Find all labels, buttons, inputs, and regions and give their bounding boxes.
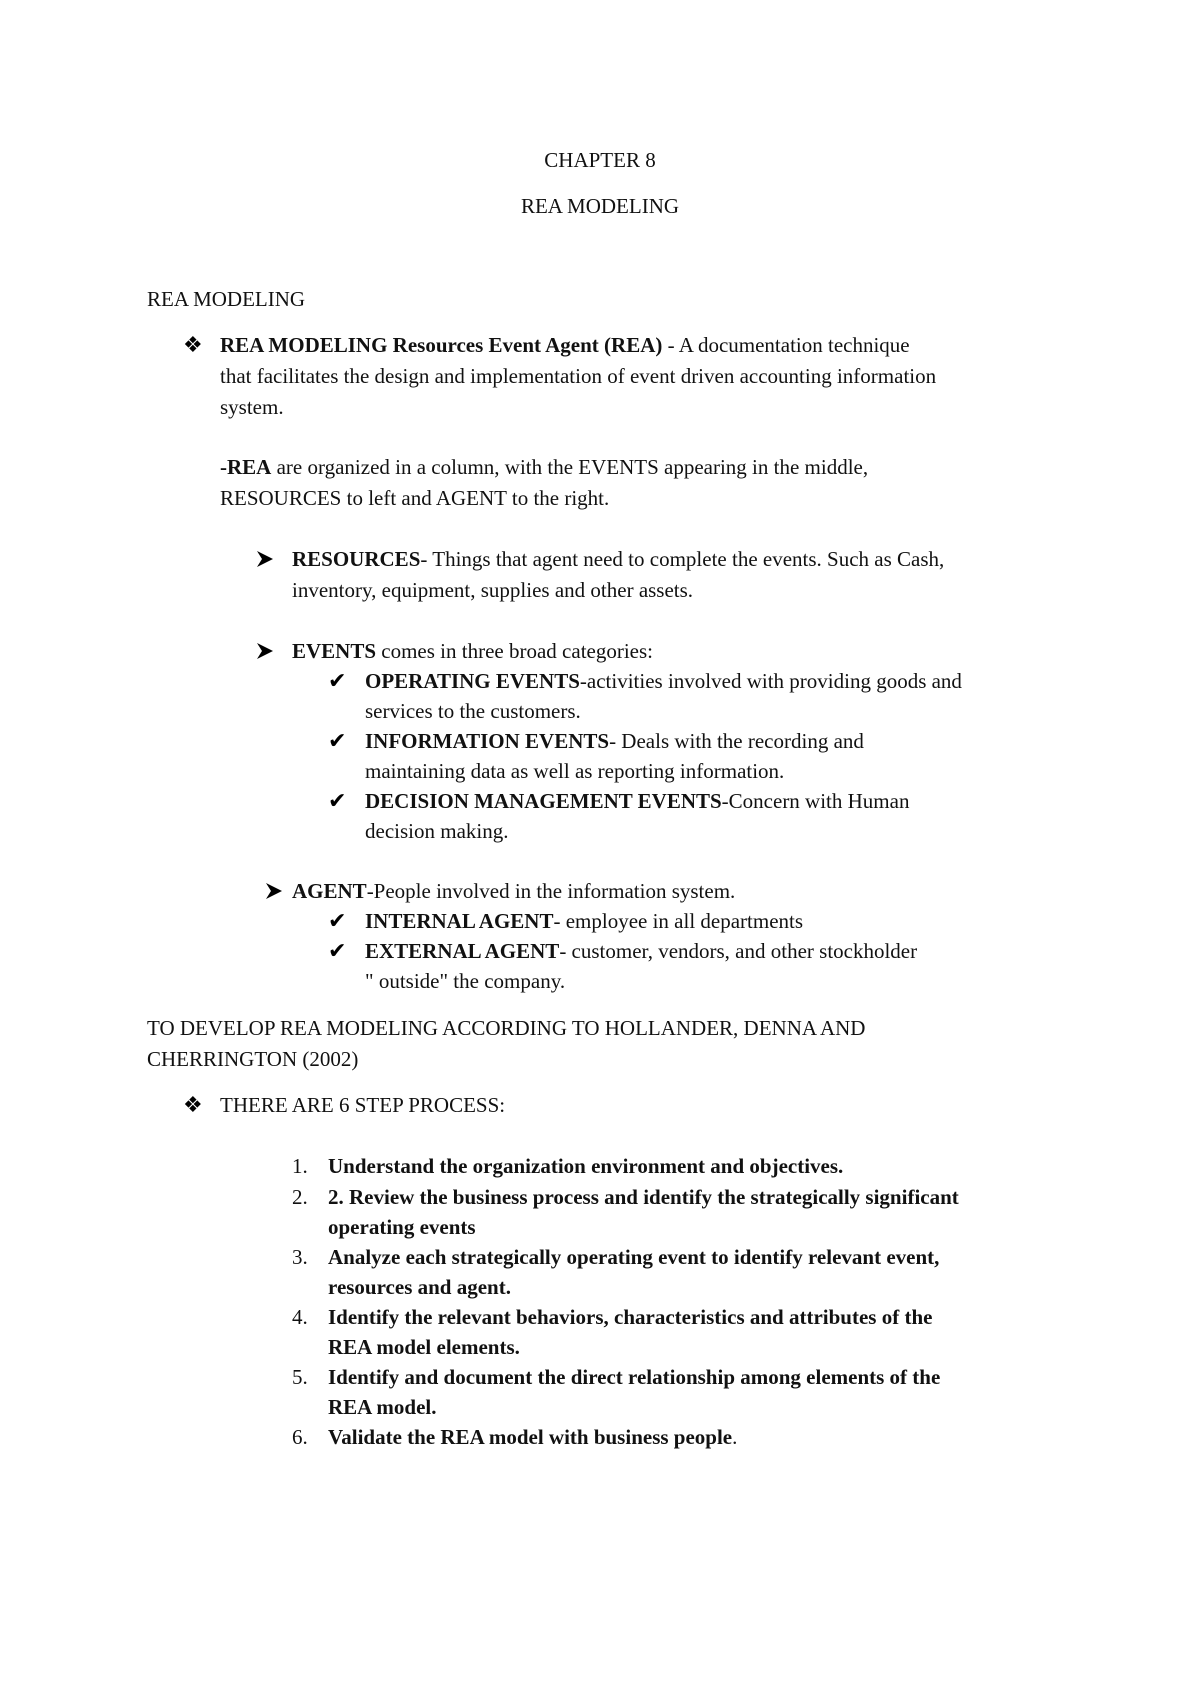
information-events-term: INFORMATION EVENTS: [365, 729, 610, 753]
information-events-line2: maintaining data as well as reporting information.: [365, 759, 785, 783]
information-events-line1: [365, 726, 864, 756]
rea-paragraph-term: -REA: [220, 455, 272, 479]
checkmark-icon: ✔: [328, 908, 347, 933]
external-agent-line1: [365, 936, 917, 966]
step-3-line2: resources and agent.: [328, 1275, 511, 1299]
step-number: 6.: [292, 1425, 308, 1449]
rea-definition-text: - A documentation technique: [662, 333, 910, 357]
step-5-line2: REA model.: [328, 1395, 437, 1419]
arrowhead-bullet-icon: [255, 544, 275, 574]
diamond-bullet-icon: ❖: [183, 1092, 203, 1117]
arrowhead-bullet-icon: [264, 876, 284, 906]
operating-events-text: -activities involved with providing goods and: [579, 669, 962, 693]
page-title: REA MODELING: [520, 194, 680, 218]
rea-definition-term: REA MODELING Resources Event Agent (REA): [220, 333, 663, 357]
steps-intro-colon: :: [499, 1093, 506, 1117]
steps-intro: [220, 1090, 505, 1120]
internal-agent-line: [365, 906, 803, 936]
events-text: comes in three broad categories:: [376, 639, 653, 663]
information-events-text: - Deals with the recording and: [609, 729, 864, 753]
resources-line1: [292, 544, 944, 574]
steps-intro-text: THERE ARE 6 STEP PROCESS: [220, 1093, 500, 1117]
internal-agent-text: - employee in all departments: [553, 909, 804, 933]
events-term: EVENTS: [292, 639, 377, 663]
rea-definition-line1: [220, 330, 910, 360]
rea-paragraph-line2: RESOURCES to left and AGENT to the right.: [220, 486, 610, 510]
checkmark-icon: ✔: [328, 728, 347, 753]
step-2-line1: 2. Review the business process and identify the strategically significant: [328, 1185, 959, 1209]
arrowhead-bullet-icon: [255, 636, 275, 666]
decision-events-term: DECISION MANAGEMENT EVENTS: [365, 789, 722, 813]
step-5-line1: Identify and document the direct relationship among elements of the: [328, 1365, 941, 1389]
rea-paragraph-text: are organized in a column, with the EVENTS appearing in the middle,: [271, 455, 869, 479]
step-number: 5.: [292, 1365, 308, 1389]
rea-definition-line3: system.: [220, 395, 284, 419]
agent-term: AGENT: [292, 879, 367, 903]
operating-events-term: OPERATING EVENTS: [365, 669, 580, 693]
step-number: 4.: [292, 1305, 308, 1329]
chapter-label: CHAPTER 8: [544, 148, 656, 172]
step-4-line2: REA model elements.: [328, 1335, 520, 1359]
decision-events-line1: [365, 786, 909, 816]
section2-heading-line2: CHERRINGTON (2002): [147, 1047, 359, 1071]
events-line: [292, 636, 653, 666]
operating-events-line2: services to the customers.: [365, 699, 581, 723]
step-number: 2.: [292, 1185, 308, 1209]
resources-text: - Things that agent need to complete the events. Such as Cash,: [420, 547, 945, 571]
rea-definition-line2: that facilitates the design and implementation of event driven accounting information: [220, 364, 937, 388]
step-number: 3.: [292, 1245, 308, 1269]
checkmark-icon: ✔: [328, 788, 347, 813]
step-2-line2: operating events: [328, 1215, 476, 1239]
agent-text: -People involved in the information system.: [366, 879, 736, 903]
step-4-line1: Identify the relevant behaviors, characteristics and attributes of the: [328, 1305, 933, 1329]
checkmark-icon: ✔: [328, 938, 347, 963]
external-agent-line2: " outside" the company.: [365, 969, 566, 993]
resources-line2: inventory, equipment, supplies and other assets.: [292, 578, 694, 602]
step-6-text: Validate the REA model with business people: [328, 1425, 733, 1449]
checkmark-icon: ✔: [328, 668, 347, 693]
internal-agent-term: INTERNAL AGENT: [365, 909, 554, 933]
agent-line: [292, 876, 735, 906]
step-number: 1.: [292, 1154, 308, 1178]
external-agent-term: EXTERNAL AGENT: [365, 939, 560, 963]
resources-term: RESOURCES: [292, 547, 421, 571]
decision-events-text: -Concern with Human: [721, 789, 910, 813]
step-3-line1: Analyze each strategically operating event to identify relevant event,: [328, 1245, 940, 1269]
step-6-period: .: [732, 1425, 738, 1449]
external-agent-text: - customer, vendors, and other stockholder: [559, 939, 918, 963]
decision-events-line2: decision making.: [365, 819, 509, 843]
section2-heading-line1: TO DEVELOP REA MODELING ACCORDING TO HOLLANDER, DENNA AND: [147, 1016, 866, 1040]
step-6-line1: [328, 1422, 737, 1452]
step-1-line1: Understand the organization environment and objectives.: [328, 1154, 844, 1178]
operating-events-line1: [365, 666, 962, 696]
diamond-bullet-icon: ❖: [183, 332, 203, 357]
rea-paragraph-line1: [220, 452, 868, 482]
section-heading: REA MODELING: [147, 287, 306, 311]
